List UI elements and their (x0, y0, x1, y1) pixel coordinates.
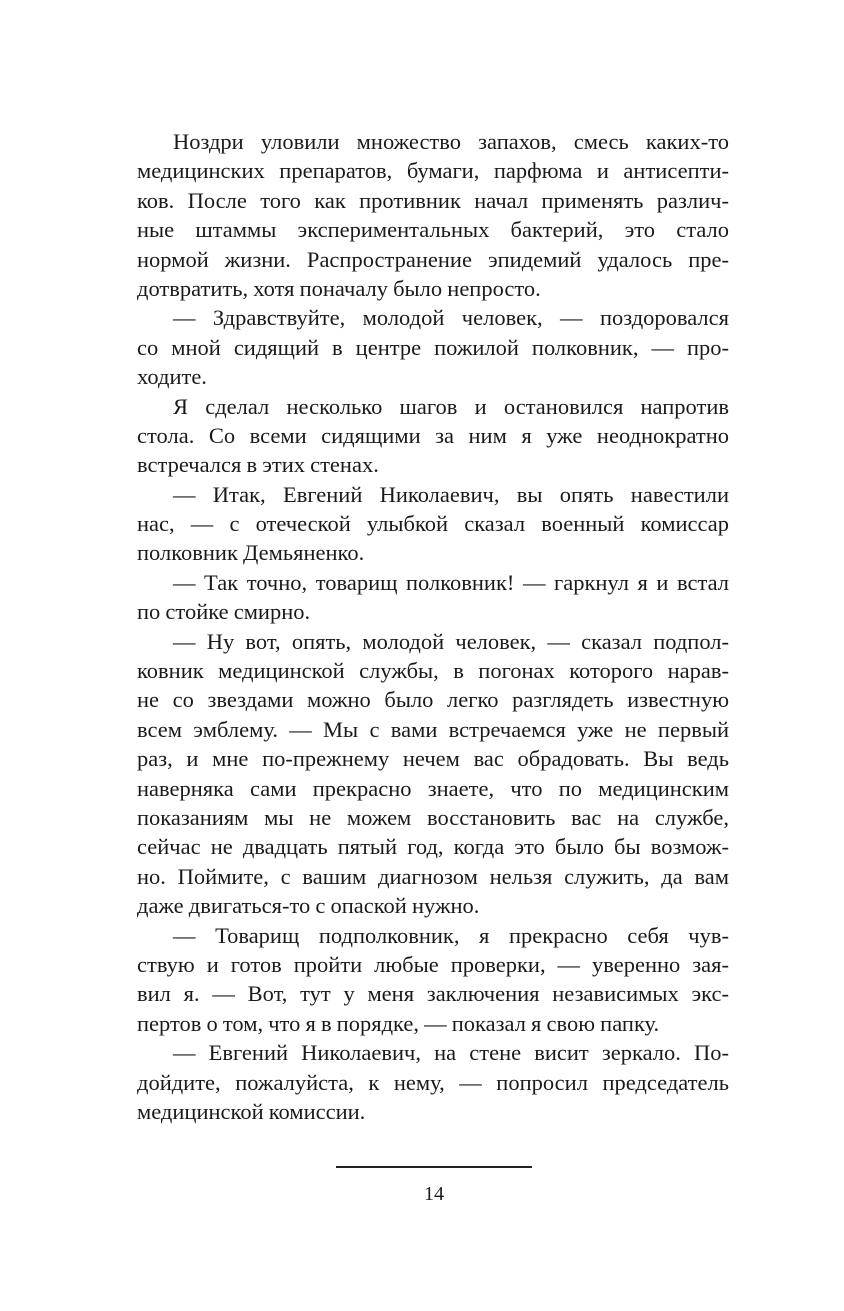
text-line: ные штаммы экспериментальных бактерий, это стало (137, 217, 729, 243)
text-line: не со звездами можно было легко разглядеть известную (137, 687, 729, 713)
text-line: — Так точно, товарищ полковник! — гаркнул я и встал (173, 569, 729, 595)
text-line: сейчас не двадцать пятый год, когда это было бы возмож- (137, 834, 729, 860)
text-line: стола. Со всеми сидящими за ним я уже неоднократно (137, 422, 729, 448)
text-line: ствую и готов пройти любые проверки, — уверенно зая- (137, 951, 729, 977)
text-line: — Евгений Николаевич, на стене висит зеркало. По- (173, 1040, 729, 1066)
text-line: Ноздри уловили множество запахов, смесь каких-то (173, 129, 729, 154)
text-line: наверняка сами прекрасно знаете, что по медицинским (137, 775, 729, 801)
text-line: — Здравствуйте, молодой человек, — поздоровался (173, 305, 729, 331)
text-line: — Итак, Евгений Николаевич, вы опять навестили (173, 481, 729, 507)
text-line: медицинских препаратов, бумаги, парфюма и антисепти- (137, 158, 729, 184)
text-line: встречался в этих стенах. (137, 452, 379, 478)
text-line: полковник Демьяненко. (137, 540, 365, 566)
text-line: всем эмблему. — Мы с вами встречаемся уже не первый (137, 716, 729, 742)
text-line: Я сделал несколько шагов и остановился напротив (173, 393, 729, 419)
text-line: со мной сидящий в центре пожилой полковник, — про- (137, 334, 729, 360)
text-line: показаниям мы не можем восстановить вас на службе, (137, 804, 729, 830)
footer-rule (336, 1166, 532, 1168)
text-line: дойдите, пожалуйста, к нему, — попросил председатель (137, 1069, 729, 1095)
text-line: медицинской комиссии. (137, 1098, 366, 1124)
text-line: по стойке смирно. (137, 599, 311, 625)
text-line: ходите. (137, 364, 207, 390)
text-line: вил я. — Вот, тут у меня заключения независимых экс- (137, 981, 729, 1007)
text-line: пертов о том, что я в порядке, — показал я свою папку. (137, 1010, 660, 1036)
text-line: дотвратить, хотя поначалу было непросто. (137, 275, 541, 301)
body-text (137, 127, 729, 1126)
text-line: — Товарищ подполковник, я прекрасно себя чув- (173, 922, 729, 948)
page-number: 14 (424, 1183, 444, 1205)
text-line: ков. После того как противник начал применять различ- (137, 187, 729, 213)
text-line: раз, и мне по-прежнему нечем вас обрадовать. Вы ведь (137, 746, 729, 772)
text-line: но. Поймите, с вашим диагнозом нельзя служить, да вам (137, 863, 729, 889)
text-line: нас, — с отеческой улыбкой сказал военный комиссар (137, 511, 729, 537)
text-line: ковник медицинской службы, в погонах которого нарав- (137, 658, 729, 684)
text-line: — Ну вот, опять, молодой человек, — сказал подпол- (173, 628, 729, 654)
text-line: нормой жизни. Распространение эпидемий удалось пре- (137, 246, 729, 272)
text-line: даже двигаться-то с опаской нужно. (137, 893, 480, 919)
